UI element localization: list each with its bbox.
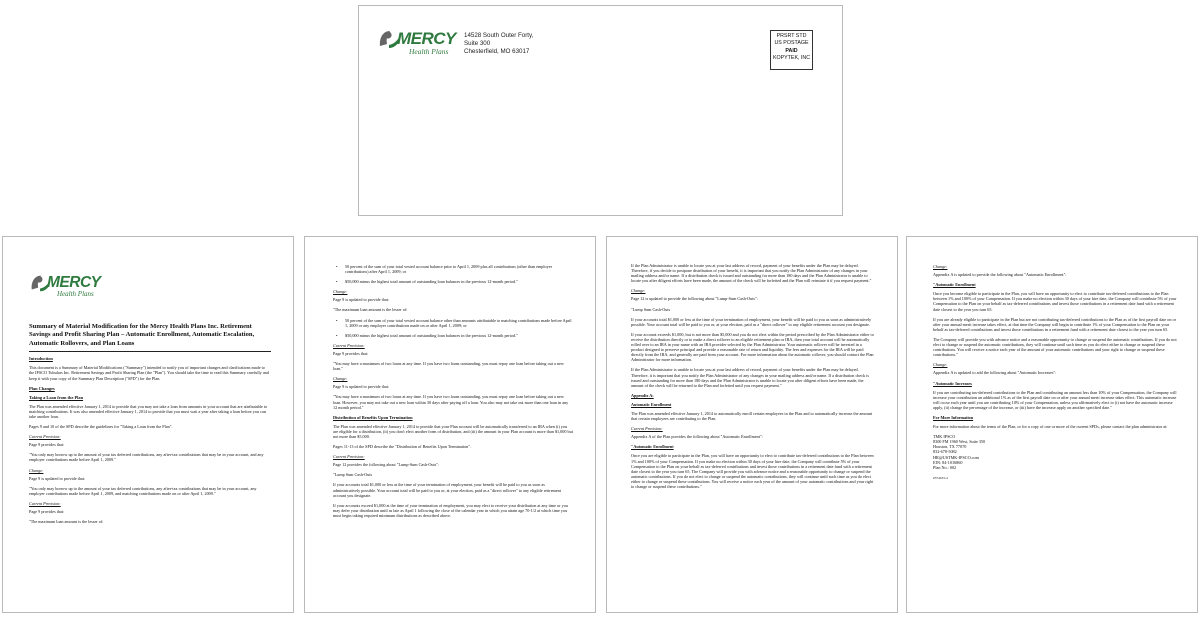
logo-sub: Health Plans xyxy=(57,290,94,298)
paragraph: If your accounts total $1,000 or less at the time of your termination of employment, your benefit will be paid to you as soon as administratively possible. Your account total will be paid to you or, at your election, paid as a "direct rollover" to any eligible retirement account you designate. xyxy=(333,482,561,498)
return-address xyxy=(464,32,533,57)
paragraph: The Plan was amended effective January 1, 2014 to automatically enroll certain employees in the Plan and to automatically increase the amount that certain employees are contributing to the Plan. xyxy=(631,410,873,422)
postage-line: PAID xyxy=(785,47,798,54)
contact-line: Plan No.: 002 xyxy=(933,464,957,470)
mercy-logo xyxy=(377,26,462,58)
section-heading: "Automatic Enrollment xyxy=(631,444,674,450)
paragraph: "Lump Sum Cash-Outs xyxy=(333,472,373,478)
quote: "You only may borrow up to the amount of your tax deferred contributions, any after-tax contributions that may be in your account, and any employer contributions made before April 1, 2009." xyxy=(29,452,264,463)
paragraph: "Lump Sum Cash-Outs xyxy=(631,306,671,312)
change-label: Change: xyxy=(333,376,348,382)
paragraph: Appendix A is updated to provide the following about "Automatic Enrollment": xyxy=(933,272,1067,278)
paragraph: For more information about the terms of the Plan, or for a copy of one or more of the current SPDs, please contact the plan administrator at: xyxy=(933,424,1168,430)
contact-line: 8300 FM 1960 West, Suite 350 xyxy=(933,439,986,445)
logo-sub: Health Plans xyxy=(409,47,449,56)
section-heading: Distribution of Benefits Upon Termination xyxy=(333,414,413,420)
bullet-item: • $50,000 minus the highest total amount of outstanding loan balances in the previous 12-month period." xyxy=(333,279,573,284)
paragraph: Once you are eligible to participate in the Plan, you will have an opportunity to elect to contribute tax-deferred contributions to the Plan between 1% and 100% of your Compensation. If you make no election within 30 days of your hire date, the Company will contribute 5% of your Compensation to the Plan on your behalf as tax-deferred contributions and invest those contributions in a retirement date fund with a retirement date closest to the year you turn 65. The Company will provide you with advance notice and a reasonable opportunity to change or suspend the automatic contributions. If you do not elect to change or suspend the automatic contributions, they will continue until such time as you do elect either to change or suspend these contributions. You will receive a notice each year of the amount of your automatic contributions and your right to change or suspend these contributions." xyxy=(631,453,874,489)
paragraph: Page 9 provides that: xyxy=(29,509,65,514)
quote: "The maximum loan amount is the lesser of: xyxy=(29,519,104,525)
mercy-logo xyxy=(29,271,119,303)
postage-line: PRSRT STD xyxy=(776,33,807,39)
change-label: Change: xyxy=(29,467,44,473)
paragraph: The Plan was amended effective January 1, 2014 to provide that your Plan account will be automatically transferred to an IRA when (i) you are eligible for a distribution, (ii) you don't elect another form of distribution, and (iii) the amount in your Plan account is more than $1,000 but not more than $5,000. xyxy=(333,423,573,439)
footer-code: #574433-4 xyxy=(933,475,948,480)
postage-line: KOPYTEK, INC xyxy=(772,55,811,62)
change-label: Change: xyxy=(333,289,348,295)
provision-label: Current Provision: xyxy=(29,434,61,440)
section-heading: Appendix A: xyxy=(631,392,654,398)
postage-indicia xyxy=(770,30,813,70)
document-page-3 xyxy=(606,236,898,613)
quote: "You may have a maximum of two loans at any time. If you have two loans outstanding, you must repay one loan before taking out a new loan. However, you may not take out a new loan within 30 days after paying off a loan. You also may not take out more than one loan in any 12 month period." xyxy=(333,394,569,410)
quote: "The maximum loan amount is the lesser of: xyxy=(333,307,408,313)
paragraph: If your account exceeds $1,000, but is not more than $5,000 and you do not elect within the period prescribed by the Plan Administrator either to receive the distribution directly or to make a direct rollover to an eligible retirement plan or IRA, then your total account will be automatically rolled over to an IRA in your name with an IRA provider selected by the Plan Administrator. Your automatic rollover will be invested in a product designed to preserve principal and provide a reasonable rate of return and liquidity. The fees and expenses for the IRA will be paid directly from the IRA, and generally are paid from your account. For more information about the automatic rollover, you should contact the Plan Administrator for more information. xyxy=(631,331,874,363)
paragraph: Page 9 provides that: xyxy=(333,350,369,356)
section-heading: Automatic Enrollment xyxy=(631,401,672,407)
address-line: Chesterfield, MO 63017 xyxy=(464,48,530,56)
logo-word: MERCY xyxy=(47,274,101,291)
address-line: 14528 South Outer Forty, xyxy=(464,32,534,39)
paragraph: If the Plan Administrator is unable to locate you at your last address of record, payment of your benefits under the Plan may be delayed. Therefore, if you decide to postpone distribution of your benefit, it is important that you notify the Plan Administrator of any changes in your mailing address and/or name. If a distribution check is issued and outstanding for more than 180 days and the Plan Administrator is unable to locate you after diligent efforts have been made, the amount of the check will be forfeited and the Plan will reinstate it if you request payment." xyxy=(631,263,872,284)
contact-line: 832-678-5082 xyxy=(933,449,957,455)
provision-label: Current Provision: xyxy=(333,454,365,460)
paragraph: Page 12 is updated to provide the following about "Lump-Sum Cash-Outs": xyxy=(631,296,758,302)
paragraph: If your accounts exceed $1,000 at the time of your termination of employment, you may elect to receive your distribution at any time or you may defer your distribution until as late as April 1 following the close of the calendar year in which you attain age 70-1/2 at which time you must begin taking required minimum distributions as described above. xyxy=(333,502,568,518)
paragraph: Page 9 provides that: xyxy=(29,442,65,448)
provision-label: Current Provision: xyxy=(631,426,663,432)
address-line: Suite 300 xyxy=(464,40,491,48)
section-heading: For More Information xyxy=(933,414,974,420)
quote: "You only may borrow up to the amount of your tax deferred contributions, any after-tax contributions that may be in your account, any employer contributions made before April 1, 2009, and matching contributions made on or after April 1, 2009." xyxy=(29,485,257,496)
contact-line: Houston, TX 77070 xyxy=(933,444,967,450)
provision-label: Current Provision: xyxy=(333,342,365,348)
bullet-item: • 50 percent of the sum of your total vested account balance other than amounts attributable to matching contributions made before April 1, 2009 or any employer contributions made on or after April 1, 2009; or xyxy=(333,318,573,328)
change-label: Change: xyxy=(933,362,948,368)
change-label: Change: xyxy=(933,264,948,269)
section-heading: Introduction xyxy=(29,356,53,362)
paragraph: Appendix A of the Plan provides the following about "Automatic Enrollment": xyxy=(631,434,763,440)
paragraph: Page 9 is updated to provide that: xyxy=(29,475,86,481)
paragraph: The Company will provide you with advance notice and a reasonable opportunity to change or suspend the automatic contributions. If you do not elect to change or suspend the automatic contributions, they will continue until such time as you do elect either to change or suspend these contributions. You will receive a notice each year of the amount of your automatic contributions and your right to change or suspend these contributions." xyxy=(933,336,1177,358)
contact-block xyxy=(933,434,1177,470)
contact-line: HR@USTMK-IPSCO.com xyxy=(933,454,979,460)
change-label: Change: xyxy=(631,288,646,294)
bullet-item: • 50 percent of the sum of your total vested account balance prior to April 1, 2009 plus all contributions (other than employer contributions) after April 1, 2009; or xyxy=(333,264,573,274)
document-page-2 xyxy=(304,236,596,613)
paragraph: If the Plan Administrator is unable to locate you at your last address of record, payment of your benefits under the Plan may be delayed. Therefore, it is important that you notify the Plan Administrator of any changes in your mailing address and/or name. If a distribution check is issued and outstanding for more than 180 days and the Plan Administrator is unable to locate you after diligent efforts have been made, the amount of the check will be returned to the Plan and forfeited until you request payment." xyxy=(631,367,870,388)
paragraph: Pages 11-13 of the SPD describe the "Distribution of Benefits Upon Termination". xyxy=(333,444,472,450)
postage-line: US POSTAGE xyxy=(774,40,809,47)
contact-line: EIN: 84-1016860 xyxy=(933,459,963,465)
provision-label: Current Provision: xyxy=(29,500,61,506)
section-heading: Taking a Loan from the Plan xyxy=(29,394,84,400)
paragraph: Pages 9 and 10 of the SPD describe the guidelines for "Taking a Loan from the Plan". xyxy=(29,424,173,430)
document-page-1 xyxy=(2,236,294,613)
paragraph: If you are contributing tax-deferred contributions to the Plan and contributing an amount less than 10% of your Compensation, the Company will increase your contribution an additional 1% as of the first payroll date on or after your annual merit increase takes effect. This automatic increase will occur each year until you are contributing 10% of your Compensation, unless you affirmatively elect to (i) not have the automatic increase apply, (ii) change the percentage of the increase, or (iii) have the increase apply on another specified date." xyxy=(933,389,1177,410)
logo-word: MERCY xyxy=(397,29,456,48)
paragraph: This document is a Summary of Material Modifications ("Summary") intended to notify you of important changes and clarifications made to the IPSCO Tubulars Inc. Retirement Savings and Profit Sharing Plan (the "Plan"). You should take the time to read this Summary carefully and keep it with your copy of the Summary Plan Description ("SPD") for the Plan. xyxy=(29,365,269,381)
paragraph: If your accounts total $1,000 or less at the time of your termination of employment, your benefit will be paid to you as soon as administratively possible. Your account total will be paid to you or, at your election, paid as a "direct rollover" to any eligible retirement account you designate. xyxy=(631,316,872,327)
section-heading: "Automatic Enrollment xyxy=(933,282,976,288)
paragraph: Once you become eligible to participate in the Plan, you will have an opportunity to elect to contribute tax-deferred contributions to the Plan between 1% and 100% of your Compensation. If you make no election within 30 days of your hire date, the Company will contribute 5% of your Compensation to the Plan on your behalf as tax-deferred contributions and invest those contributions in a retirement date fund with a retirement date closest to the year you turn 65. xyxy=(933,291,1177,312)
paragraph: Page 9 is updated to provide that: xyxy=(333,297,390,303)
paragraph: If you are already eligible to participate in the Plan but are not contributing tax-deferred contributions to the Plan as of the first payroll date on or after your annual merit increase takes effect, at that time the Company will begin to contribute 1% of your Compensation to the Plan on your behalf as tax-deferred contributions and invest those contributions in a retirement fund with a retirement date closest to the year you turn 65. xyxy=(933,316,1177,332)
envelope xyxy=(358,5,843,216)
document-title: Summary of Material Modification for the Mercy Health Plans Inc. Retirement Savings and Profit Sharing Plan – Automatic Enrollment, Automatic Escalation, Automatic Rollovers, and Plan Loans xyxy=(29,323,271,352)
paragraph: Page 12 provides the following about "Lump-Sum Cash-Outs": xyxy=(333,462,440,468)
paragraph: Page 9 is updated to provide that: xyxy=(333,384,390,390)
section-heading: Plan Changes xyxy=(29,385,55,391)
paragraph: The Plan was amended effective January 1, 2014 to provide that you may not take a loan from amounts in your account that are attributable to matching contributions. It was also amended effective January 1, 2014 to provide that you must wait a year after taking a loan before you can take another loan. xyxy=(29,403,268,419)
section-heading: "Automatic Increases xyxy=(933,380,972,386)
document-page-4 xyxy=(906,236,1198,613)
paragraph: Appendix A is updated to add the following about "Automatic Increases": xyxy=(933,370,1057,376)
bullet-item: • $50,000 minus the highest total amount of outstanding loan balances in the previous 12-month period." xyxy=(333,333,573,338)
quote: "You may have a maximum of two loans at any time. If you have two loans outstanding, you must repay one loan before taking out a new loan." xyxy=(333,361,564,372)
contact-line: TMK IPSCO xyxy=(933,434,956,440)
